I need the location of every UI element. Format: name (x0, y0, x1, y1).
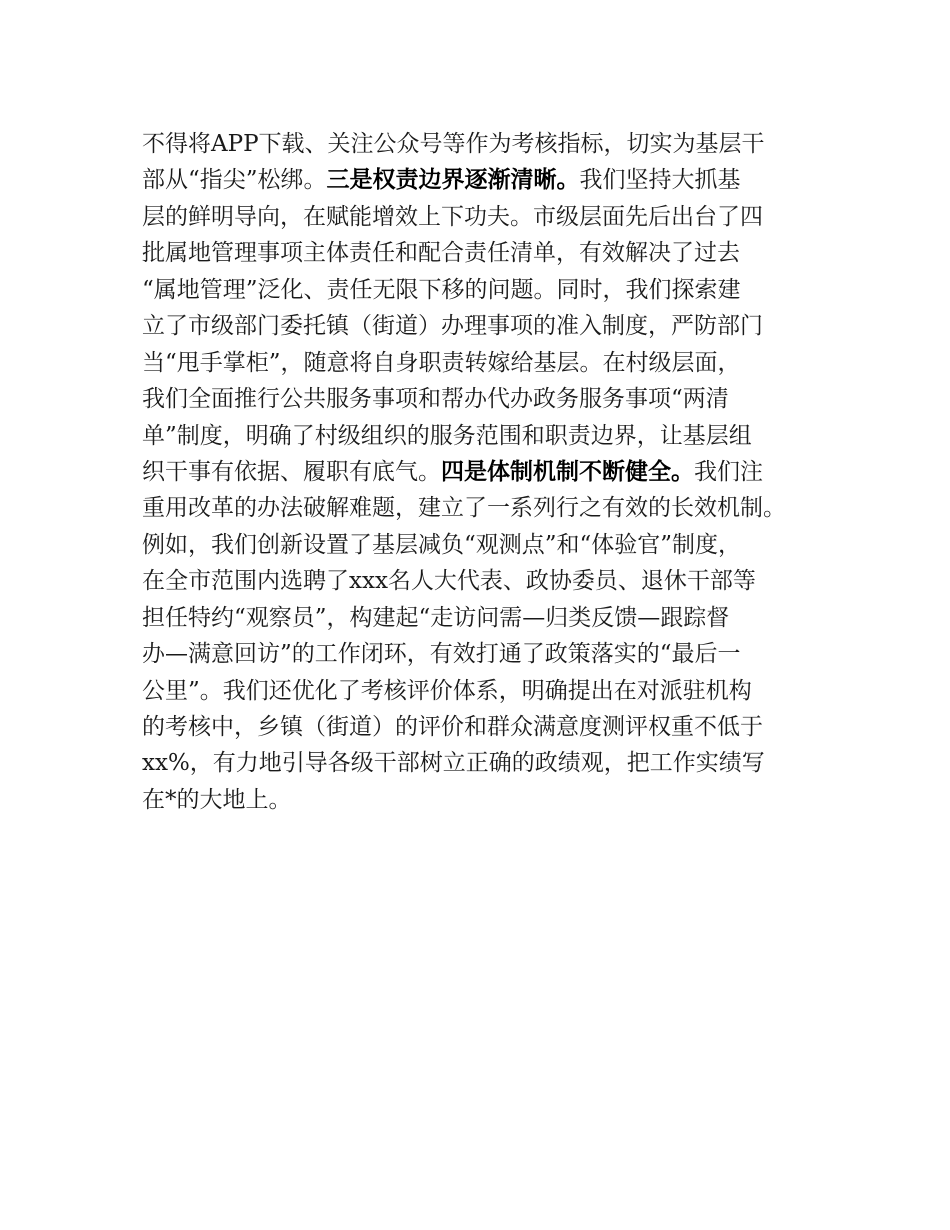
text-run: 公里”。我们还优化了考核评价体系，明确提出在对派驻机构 (142, 677, 752, 704)
text-line (142, 199, 832, 235)
text-run: 重用改革的办法破解难题，建立了一系列行之有效的长效机制。 (142, 495, 786, 522)
text-line (142, 745, 832, 781)
text-line (142, 636, 832, 672)
text-line (142, 563, 832, 599)
text-run: 不得将APP下载、关注公众号等作为考核指标，切实为基层干 (142, 131, 765, 157)
text-line (142, 308, 832, 344)
text-run: 我们全面推行公共服务事项和帮办代办政务服务事项“两清 (142, 386, 729, 413)
body-paragraph (142, 126, 832, 818)
text-run: 织干事有依据、履职有底气。 (142, 458, 441, 485)
text-line (142, 709, 832, 745)
text-run: “属地管理”泛化、责任无限下移的问题。同时，我们探索建 (142, 276, 741, 303)
text-run: 例如，我们创新设置了基层减负“观测点”和“体验官”制度， (142, 531, 742, 558)
text-run: 担任特约“观察员”，构建起“走访问需—归类反馈—跟踪督 (142, 604, 730, 631)
text-line (142, 162, 832, 198)
text-line (142, 490, 832, 526)
bold-heading-run: 三是权责边界逐渐清晰。 (326, 167, 580, 194)
text-run: 层的鲜明导向，在赋能增效上下功夫。市级层面先后出台了四 (142, 203, 763, 230)
text-run: 批属地管理事项主体责任和配合责任清单，有效解决了过去 (142, 240, 740, 267)
text-line (142, 345, 832, 381)
text-line (142, 600, 832, 636)
text-run: 单”制度，明确了村级组织的服务范围和职责边界，让基层组 (142, 422, 752, 449)
text-line (142, 454, 832, 490)
text-line (142, 782, 832, 818)
text-line (142, 418, 832, 454)
text-run: 在*的大地上。 (142, 786, 292, 813)
text-run: xx%，有力地引导各级干部树立正确的政绩观，把工作实绩写 (142, 750, 765, 777)
text-run: 我们注 (694, 458, 763, 485)
text-run: 在全市范围内选聘了xxx名人大代表、政协委员、退休干部等 (142, 568, 756, 595)
text-line (142, 527, 832, 563)
text-line (142, 272, 832, 308)
text-run: 我们坚持大抓基 (579, 167, 741, 194)
text-run: 当“甩手掌柜”，随意将自身职责转嫁给基层。在村级层面， (142, 349, 741, 376)
text-line (142, 673, 832, 709)
text-line (142, 381, 832, 417)
text-run: 的考核中，乡镇（街道）的评价和群众满意度测评权重不低于 (142, 714, 763, 740)
text-run: 部从“指尖”松绑。 (142, 167, 327, 194)
text-run: 立了市级部门委托镇（街道）办理事项的准入制度，严防部门 (142, 313, 763, 340)
text-line (142, 235, 832, 271)
bold-heading-run: 四是体制机制不断健全。 (441, 458, 694, 485)
text-line (142, 126, 832, 162)
text-run: 办—满意回访”的工作闭环，有效打通了政策落实的“最后一 (142, 641, 741, 668)
